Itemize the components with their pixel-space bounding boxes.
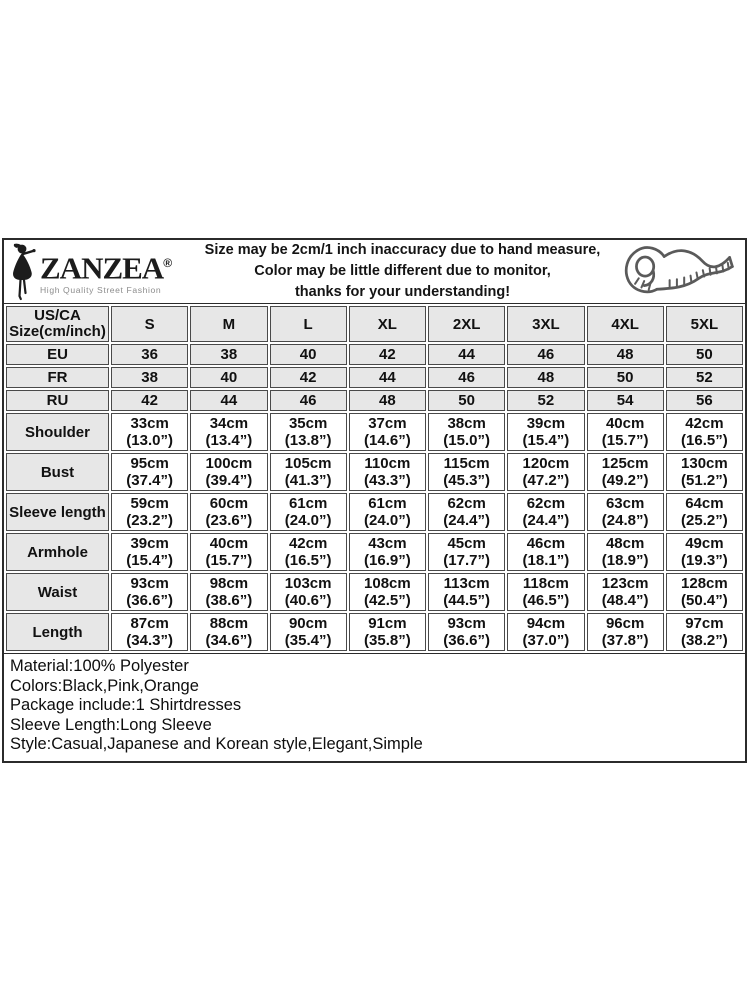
measurement-cm: 91cm [368, 615, 407, 632]
measurement-cm: 93cm [130, 575, 169, 592]
measurement-cm: 123cm [601, 575, 649, 592]
table-row-bust [6, 453, 743, 491]
measurement-cm: 125cm [601, 455, 649, 472]
measurement-inch: (24.0”) [284, 512, 332, 529]
measurement-inch: (35.4”) [284, 632, 332, 649]
measurement-cell [587, 493, 664, 531]
measurement-inch: (23.2”) [126, 512, 173, 529]
brand-logo-text [40, 248, 172, 294]
measurement-cm: 62cm [526, 495, 566, 512]
measurement-disclaimer [192, 240, 613, 303]
row-label: EU [6, 344, 109, 365]
measurement-cm: 93cm [447, 615, 486, 632]
measurement-inch: (34.6”) [205, 632, 253, 649]
table-row-length [6, 613, 743, 651]
measurement-cm: 61cm [288, 495, 328, 512]
measurement-cell [428, 413, 505, 451]
measurement-inch: (15.0”) [443, 432, 490, 449]
measurement-cm: 128cm [681, 575, 728, 592]
brand-tagline: High Quality Street Fashion [40, 284, 162, 295]
measurement-inch: (25.2”) [681, 512, 728, 529]
table-row-armhole [6, 533, 743, 571]
row-label: Armhole [6, 533, 109, 571]
size-value-cell: 46 [428, 367, 505, 388]
measurement-inch: (15.4”) [126, 552, 173, 569]
measurement-cell [507, 493, 584, 531]
measurement-cm: 88cm [209, 615, 249, 632]
measurement-inch: (46.5”) [522, 592, 570, 609]
measurement-inch: (37.0”) [522, 632, 570, 649]
size-value-cell: 42 [349, 344, 426, 365]
size-value-cell: 50 [666, 344, 743, 365]
measurement-cm: 33cm [130, 415, 169, 432]
size-column-header: XL [349, 306, 426, 342]
measurement-cell [428, 613, 505, 651]
measurement-inch: (38.2”) [681, 632, 728, 649]
row-label: Bust [6, 453, 109, 491]
size-value-cell: 56 [666, 390, 743, 411]
measurement-cm: 40cm [605, 415, 645, 432]
measurement-cell [587, 613, 664, 651]
measurement-inch: (37.4”) [126, 472, 173, 489]
measurement-cm: 105cm [284, 455, 332, 472]
size-column-header: L [270, 306, 347, 342]
measurement-cell [349, 573, 426, 611]
size-value-cell: 44 [190, 390, 267, 411]
measurement-cell [507, 413, 584, 451]
measurement-cm: 64cm [685, 495, 724, 512]
measurement-cell [190, 613, 267, 651]
measurement-inch: (50.4”) [681, 592, 728, 609]
measurement-cm: 103cm [284, 575, 332, 592]
measurement-cell [349, 493, 426, 531]
measurement-inch: (17.7”) [443, 552, 490, 569]
measurement-cell [587, 533, 664, 571]
measurement-cm: 49cm [685, 535, 724, 552]
brand-name [40, 248, 173, 286]
measurement-cell [190, 533, 267, 571]
measurement-inch: (42.5”) [364, 592, 411, 609]
measurement-cell [349, 413, 426, 451]
measurement-inch: (16.5”) [284, 552, 332, 569]
measurement-inch: (51.2”) [681, 472, 728, 489]
measurement-cell [270, 413, 347, 451]
measurement-cm: 108cm [364, 575, 411, 592]
table-row-waist [6, 573, 743, 611]
registered-mark: ® [163, 256, 173, 271]
measurement-inch: (24.8”) [601, 512, 649, 529]
measurement-inch: (24.4”) [522, 512, 570, 529]
measurement-cm: 95cm [130, 455, 169, 472]
measurement-inch: (44.5”) [443, 592, 490, 609]
measurement-cm: 45cm [447, 535, 486, 552]
measurement-cm: 43cm [368, 535, 407, 552]
tape-icon-wrap [613, 242, 739, 302]
measurement-cm: 115cm [443, 455, 490, 472]
measurement-inch: (45.3”) [443, 472, 490, 489]
measurement-inch: (38.6”) [205, 592, 253, 609]
measurement-cell [507, 533, 584, 571]
size-value-cell: 44 [349, 367, 426, 388]
measurement-cm: 120cm [522, 455, 570, 472]
measurement-inch: (14.6”) [364, 432, 411, 449]
measurement-cm: 98cm [209, 575, 249, 592]
measurement-cell [507, 613, 584, 651]
measurement-cell [587, 573, 664, 611]
measurement-cm: 90cm [288, 615, 328, 632]
measurement-cell [428, 573, 505, 611]
brand-logo [10, 243, 192, 301]
size-value-cell: 48 [507, 367, 584, 388]
measurement-cell [190, 413, 267, 451]
measurement-inch: (18.9”) [601, 552, 649, 569]
measurement-cm: 39cm [130, 535, 169, 552]
measurement-cm: 94cm [526, 615, 566, 632]
measurement-inch: (41.3”) [284, 472, 332, 489]
measurement-cell [111, 413, 188, 451]
measurement-cm: 37cm [368, 415, 407, 432]
measurement-cell [270, 533, 347, 571]
measurement-inch: (15.7”) [601, 432, 649, 449]
size-column-header: 4XL [587, 306, 664, 342]
measurement-cell [587, 453, 664, 491]
measurement-cm: 87cm [130, 615, 169, 632]
measurement-cm: 34cm [209, 415, 249, 432]
measurement-cell [270, 613, 347, 651]
measurement-cell [666, 613, 743, 651]
measurement-inch: (15.7”) [205, 552, 253, 569]
size-value-cell: 50 [587, 367, 664, 388]
measurement-cell [666, 533, 743, 571]
size-value-cell: 40 [270, 344, 347, 365]
measurement-inch: (37.8”) [601, 632, 649, 649]
table-row-shoulder [6, 413, 743, 451]
row-label: Sleeve length [6, 493, 109, 531]
measurement-cm: 40cm [209, 535, 249, 552]
measurement-cm: 130cm [681, 455, 728, 472]
measurement-cm: 63cm [605, 495, 645, 512]
measurement-cell [349, 613, 426, 651]
measurement-cm: 100cm [205, 455, 253, 472]
disclaimer-line: Size may be 2cm/1 inch inaccuracy due to hand measure, [204, 242, 601, 258]
size-value-cell: 38 [190, 344, 267, 365]
size-column-header: 3XL [507, 306, 584, 342]
measurement-inch: (13.4”) [205, 432, 253, 449]
measurement-inch: (35.8”) [364, 632, 411, 649]
size-value-cell: 36 [111, 344, 188, 365]
size-value-cell: 42 [111, 390, 188, 411]
measurement-cm: 42cm [685, 415, 724, 432]
measurement-inch: (19.3”) [681, 552, 728, 569]
product-info-line-sleeve: Sleeve Length:Long Sleeve [10, 715, 212, 734]
measurement-inch: (36.6”) [443, 632, 490, 649]
size-value-cell: 50 [428, 390, 505, 411]
size-value-cell: 44 [428, 344, 505, 365]
measurement-cm: 38cm [447, 415, 486, 432]
measurement-cm: 48cm [605, 535, 645, 552]
table-header-row [6, 306, 743, 342]
product-info-line-style: Style:Casual,Japanese and Korean style,Elegant,Simple [10, 735, 423, 754]
row-label: Shoulder [6, 413, 109, 451]
measurement-cm: 113cm [443, 575, 490, 592]
measurement-cell [666, 413, 743, 451]
measurement-cm: 35cm [288, 415, 328, 432]
measurement-cell [111, 613, 188, 651]
row-label: Length [6, 613, 109, 651]
table-row-fr [6, 367, 743, 388]
measurement-cell [270, 453, 347, 491]
measurement-inch: (47.2”) [522, 472, 570, 489]
measurement-cm: 96cm [605, 615, 645, 632]
measurement-inch: (24.4”) [443, 512, 490, 529]
measurement-cell [587, 413, 664, 451]
table-row-sleeve-length [6, 493, 743, 531]
measurement-cell [270, 493, 347, 531]
size-value-cell: 52 [507, 390, 584, 411]
measurement-cell [349, 453, 426, 491]
measurement-cell [111, 533, 188, 571]
measurement-cm: 118cm [522, 575, 569, 592]
measurement-inch: (16.5”) [681, 432, 728, 449]
size-value-cell: 48 [587, 344, 664, 365]
measurement-cm: 39cm [526, 415, 566, 432]
size-table [4, 304, 745, 653]
size-value-cell: 54 [587, 390, 664, 411]
measurement-inch: (18.1”) [522, 552, 570, 569]
measurement-inch: (36.6”) [126, 592, 173, 609]
measurement-cell [507, 573, 584, 611]
measurement-inch: (39.4”) [205, 472, 253, 489]
measurement-cell [270, 573, 347, 611]
measurement-cm: 110cm [364, 455, 411, 472]
size-value-cell: 48 [349, 390, 426, 411]
measurement-inch: (34.3”) [126, 632, 173, 649]
size-value-cell: 40 [190, 367, 267, 388]
brand-name-text: ZANZEA [40, 250, 164, 286]
fashion-lady-icon [10, 243, 38, 301]
size-column-header: 2XL [428, 306, 505, 342]
table-row-ru [6, 390, 743, 411]
disclaimer-line: thanks for your understanding! [294, 284, 511, 300]
measurement-inch: (48.4”) [601, 592, 649, 609]
measurement-cell [190, 493, 267, 531]
measurement-cm: 46cm [526, 535, 566, 552]
measurement-cm: 42cm [288, 535, 328, 552]
measurement-cm: 61cm [368, 495, 407, 512]
measurement-inch: (15.4”) [522, 432, 570, 449]
measurement-cell [666, 493, 743, 531]
row-label: FR [6, 367, 109, 388]
size-column-header: M [190, 306, 267, 342]
measurement-cm: 59cm [130, 495, 169, 512]
measurement-inch: (40.6”) [284, 592, 332, 609]
measurement-cell [111, 573, 188, 611]
size-column-header: S [111, 306, 188, 342]
measurement-cell [349, 533, 426, 571]
row-label: RU [6, 390, 109, 411]
measurement-inch: (24.0”) [364, 512, 411, 529]
measurement-inch: (13.0”) [126, 432, 173, 449]
measurement-cm: 62cm [447, 495, 486, 512]
measurement-cell [666, 573, 743, 611]
row-label: Waist [6, 573, 109, 611]
product-info-line-package: Package include:1 Shirtdresses [10, 696, 242, 715]
size-value-cell: 38 [111, 367, 188, 388]
measurement-cell [428, 493, 505, 531]
measurement-cell [111, 453, 188, 491]
disclaimer-line: Color may be little different due to monitor, [254, 263, 551, 279]
size-value-cell: 52 [666, 367, 743, 388]
measurement-cell [190, 573, 267, 611]
size-value-cell: 42 [270, 367, 347, 388]
measurement-inch: (49.2”) [601, 472, 649, 489]
header-band [4, 240, 745, 304]
size-column-header: 5XL [666, 306, 743, 342]
measurement-cell [507, 453, 584, 491]
measuring-tape-icon [615, 242, 737, 302]
measurement-inch: (16.9”) [364, 552, 411, 569]
measurement-cm: 97cm [685, 615, 724, 632]
measurement-cell [666, 453, 743, 491]
product-info [4, 653, 745, 761]
size-chart-sheet [2, 238, 747, 763]
product-info-line-colors: Colors:Black,Pink,Orange [10, 676, 199, 695]
corner-header-cell: US/CA Size(cm/inch) [6, 306, 109, 342]
size-value-cell: 46 [270, 390, 347, 411]
size-value-cell: 46 [507, 344, 584, 365]
measurement-cell [428, 533, 505, 571]
measurement-cell [190, 453, 267, 491]
measurement-cm: 60cm [209, 495, 249, 512]
measurement-cell [111, 493, 188, 531]
product-info-line-material: Material:100% Polyester [10, 657, 189, 675]
measurement-inch: (43.3”) [364, 472, 411, 489]
measurement-inch: (23.6”) [205, 512, 253, 529]
measurement-cell [428, 453, 505, 491]
table-row-eu [6, 344, 743, 365]
measurement-inch: (13.8”) [284, 432, 332, 449]
